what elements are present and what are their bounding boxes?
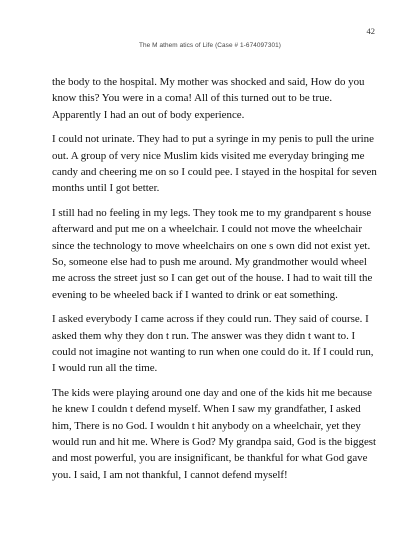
running-header: The M athem atics of Life (Case # 1-674097301): [138, 42, 282, 49]
paragraph-5: The kids were playing around one day and one of the kids hit me because he knew I couldn t defend myself. When I saw my grandfather, I asked him, There is no God. I wouldn t hit anybody on a wheelchair, yet they would run and hit me. Where is God? My grandpa said, God is the biggest and most powerful, you are insignificant, be thankful for what God gave you. I said, I am not thankful, I cannot defend myself!: [52, 387, 377, 481]
page-number: 42: [366, 26, 375, 36]
paragraph-3: I still had no feeling in my legs. They took me to my grandparent s house afterward and put me on a wheelchair. I could not move the wheelchair since the technology to move wheelchairs on one s own did not exist yet. So, someone else had to push me around. My grandmother would wheel me across the street just so I can get out of the house. I had to wait till the evening to be wheeled back if I wanted to drink or eat something.: [52, 207, 373, 301]
paragraph-4: I asked everybody I came across if they could run. They said of course. I asked them why they don t run. The answer was they didn t want to. I could not imagine not wanting to run when one could do it. If I could run, I would run all the time.: [52, 313, 374, 375]
body-text: [52, 74, 378, 491]
paragraph-1: the body to the hospital. My mother was shocked and said, How do you know this? You were in a coma! All of this turned out to be true. Apparently I had an out of body experience.: [52, 76, 365, 121]
paragraph-2: I could not urinate. They had to put a syringe in my penis to pull the urine out. A group of very nice Muslim kids visited me everyday bringing me candy and cheering me on so I could pee. I stayed in the hospital for seven months until I got better.: [52, 133, 377, 195]
